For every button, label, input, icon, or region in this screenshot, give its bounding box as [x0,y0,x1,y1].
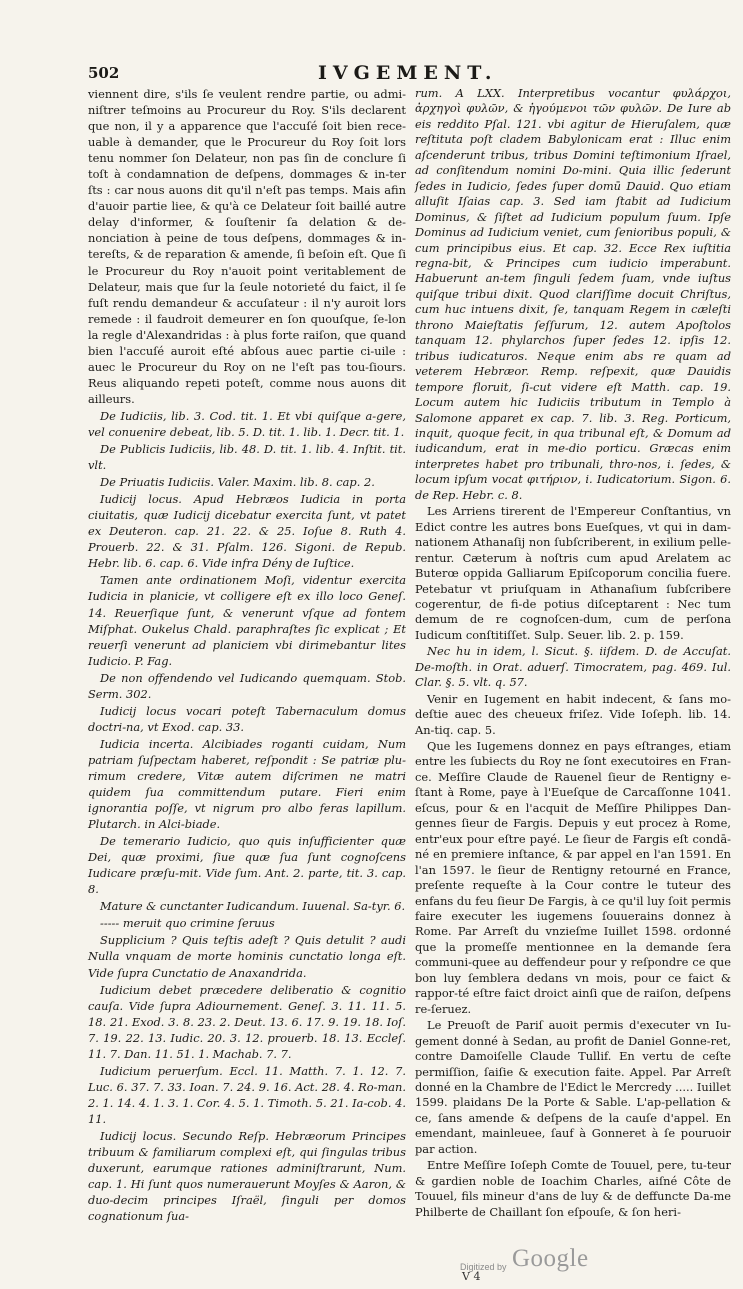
paragraph: Que les Iugemens donnez en pays eſtranges, etiam entre les ſubiects du Roy ne ſont executoires en Fran-ce. Meſſire Claude de Rauenel ſieur de Rentigny e-ſtant à Rome, paye à l'Eueſque de Carcaſſonne 1041. eſcus, pour & en l'acquit de Meſſire Philippes Dan-gennes ſieur de Fargis. Depuis y eut procez à Rome, entr'eux pour eſtre payé. Le ſieur de Fargis eſt condā-né en premiere inſtance, & par appel en l'an 1591. En l'an 1597. le ſieur de Rentigny retourné en France, preſente requeſte à la Cour contre le tuteur des enfans du feu ſieur De Fargis, à ce qu'il luy ſoit permis faire executer les iugemens ſouuerains donnez à Rome. Par Arreſt du vnzieſme Iuillet 1598. ordonné que la promeſſe mentionnee en la demande ſera communi-quee au deffendeur pour y reſpondre ce que bon luy ſemblera dedans vn mois, pour ce faict & rappor-té eſtre faict droict ainſi que de raiſon, deſpens re-ſeruez. [415,739,731,1016]
paragraph: Iudicij locus. Apud Hebræos Iudicia in porta ciuitatis, quæ Iudicij dicebatur exercita ſunt, vt patet ex Deuteron. cap. 21. 22. & 25. Ioſue 8. Ruth 4. Prouerb. 22. & 31. Pſalm. 126. Sigoni. de Repub. Hebr. lib. 6. cap. 6. Vide infra Dény de Iuſtice. [88,492,406,571]
signature-mark: V 4 [462,1270,481,1283]
paragraph: Nec hu in idem, l. Sicut. §. iiſdem. D. de Accuſat. De-moſth. in Orat. aduerſ. Timocratem, pag. 469. Iul. Clar. §. 5. vlt. q. 57. [415,644,731,690]
right-column [415,86,731,1220]
paragraph: Iudicium debet præcedere deliberatio & cognitio cauſa. Vide ſupra Adiournement. Geneſ. 3. 11. 11. 5. 18. 21. Exod. 3. 8. 23. 2. Deut. 13. 6. 17. 9. 19. 18. Ioſ. 7. 19. 22. 13. Iudic. 20. 3. 12. prouerb. 18. 13. Eccleſ. 11. 7. Dan. 11. 51. 1. Machab. 7. 7. [88,982,406,1061]
paragraph: De non offendendo vel Iudicando quemquam. Stob. Serm. 302. [88,670,406,701]
google-logo: Google [512,1245,589,1272]
digitized-label: Digitized by [460,1262,507,1272]
paragraph: Tamen ante ordinationem Moſi, videntur exercita Iudicia in planicie, vt colligere eſt ex illo loco Geneſ. 14. Reuerſique ſunt, & venerunt vſque ad fontem Miſphat. Oukelus Chald. paraphraſtes ſic explicat ; Et reuerſi venerunt ad planiciem vbi dirimebantur lites Iudicio. P. Fag. [88,573,406,668]
left-column [88,86,406,1224]
page-header [88,64,728,86]
paragraph: De temerario Iudicio, quo quis inſufficienter quæ Dei, quæ proximi, ſiue quæ ſua ſunt cognoſcens Iudicare præſu-mit. Vide ſum. Ant. 2. parte, tit. 3. cap. 8. [88,834,406,897]
paragraph: De Iudiciis, lib. 3. Cod. tit. 1. Et vbi quiſque a-gere, vel conuenire debeat, lib. 5. D. tit. 1. lib. 1. Decr. tit. 1. [88,408,406,439]
paragraph: viennent dire, s'ils ſe veulent rendre partie, ou admi-niſtrer teſmoins au Procureur du Roy. S'ils declarent que non, il y a apparence que l'accuſé ſoit bien rece-uable à demander, que le Procureur du Roy ſoit lors tenu nommer ſon Delateur, non pas ſin de conclure ſi toſt à condamnation de deſpens, dommages & in-ter ſts : car nous auons dit qu'il n'eſt pas temps. Mais afin d'auoir partie liee, & qu'à ce Delateur ſoit baillé autre delay d'informer, & ſouſtenir ſa delation & de-nonciation à peine de tous deſpens, dommages & in-tereſts, & de reparation & amende, ſi beſoin eſt. Que ſi le Procureur du Roy n'auoit point veritablement de Delateur, mais que ſur la ſeule notorieté du faict, il ſe fuſt rendu demandeur & accuſateur : il n'y auroit lors remede : il faudroit demeurer en ſon quouſque, ſe-lon la regle d'Alexandridas : à plus forte raiſon, que quand bien l'accuſé auroit eſté abſous auec partie ci-uile : auec le Procureur du Roy on ne l'eſt pas tou-ſiours. Reus aliquando repeti poteſt, comme nous auons dit ailleurs. [88,87,406,406]
paragraph: rum. A LXX. Interpretibus vocantur φυλάρχοι, ἀρχηγοὶ φυλῶν, & ἡγούμενοι τῶν φυλῶν. De Iure ab eis reddito Pſal. 121. vbi agitur de Hieruſalem, quæ reſtituta poſt cladem Babylonicam erat : Illuc enim aſcenderunt tribus, tribus Domini teſtimonium Iſrael, ad conſitendum nomini Do-mini. Quia illic ſederunt ſedes in Iudicio, ſedes ſuper domū Dauid. Quo etiam alluſit Iſaias cap. 3. Sed iam ſtabit ad Iudicium Dominus, & ſiſtet ad Iudicium populum ſuum. Ipſe Dominus ad Iudicium veniet, cum ſenioribus populi, & cum principibus eius. Et cap. 32. Ecce Rex iuſtitia regna-bit, & Principes cum iudicio imperabunt. Habuerunt an-tem ſinguli ſedem ſuam, vnde iuſtus quiſque tribui dixit. Quod clariſſime docuit Chriſtus, cum huc intuens dixit, ſe, tanquam Regem in cæleſti throno Maieſtatis ſeſſurum, 12. autem Apoſtolos tanquam 12. phylarchos ſuper ſedes 12. ipſis 12. tribus iudicaturos. Neque enim abs re quam ad veterem Hebræor. Remp. reſpexit, quæ Dauidis tempore floruit, ſi-cut videre eſt Matth. cap. 19. Locum autem hic Iudiciis tributum in Templo à Salomone apparet ex cap. 7. lib. 3. Reg. Porticum, inquit, quoque fecit, in qua tribunal eſt, & Domum ad iudicandum, erat in me-dio porticu. Græcas enim interpretes habet pro tribunali, thro-nos, i. ſedes, & locum ipſum vocat φιτήριον, i. Iudicatorium. Sigon. 6. de Rep. Hebr. c. 8. [415,86,731,502]
paragraph: Supplicium ? Quis teſtis adeſt ? Quis detulit ? audi Nulla vnquam de morte hominis cunctatio longa eſt. Vide ſupra Cunctatio de Anaxandrida. [88,933,406,980]
paragraph: Les Arriens tirerent de l'Empereur Conſtantius, vn Edict contre les autres bons Eueſques, vt qui in dam-nationem Athanaſij non ſubſcriberent, in exilium pelle-rentur. Cæterum à noſtris cum apud Arelatem ac Buterœ oppida Galliarum Epiſcoporum concilia fuere. Petebatur vt priuſquam in Athanaſium ſubſcribere cogerentur, de fi-de potius diſceptarent : Nec tum demum de re cognoſcen-dum, cum de perſona Iudicum conſtitiſſet. Sulp. Seuer. lib. 2. p. 159. [415,504,731,642]
paragraph: Iudicium peruerſum. Eccl. 11. Matth. 7. 1. 12. 7. Luc. 6. 37. 7. 33. Ioan. 7. 24. 9. 16. Act. 28. 4. Ro-man. 2. 1. 14. 4. 1. 3. 1. Cor. 4. 5. 1. Timoth. 5. 21. Ia-cob. 4. 11. [88,1063,406,1126]
google-watermark [460,1245,660,1275]
running-title: IVGEMENT. [318,62,498,84]
paragraph: Iudicij locus. Secundo Reſp. Hebræorum Principes tribuum & familiarum complexi eſt, qui ſingulas tribus duxerunt, earumque rationes adminiſtrarunt, Num. cap. 1. Hi ſunt quos numerauerunt Moyſes & Aaron, & duo-decim principes Iſraël, ſinguli per domos cognationum ſua- [88,1129,406,1224]
paragraph: De Publicis Iudiciis, lib. 48. D. tit. 1. lib. 4. Inſtit. tit. vlt. [88,442,406,473]
paragraph: Le Preuoſt de Pariſ auoit permis d'executer vn Iu-gement donné à Sedan, au profit de Daniel Gonne-ret, contre Damoiſelle Claude Tullif. En vertu de ceſte permiſſion, ſaiſie & execution faite. Appel. Par Arreſt donné en la Chambre de l'Edict le Mercredy ..... Iuillet 1599. plaidans De la Porte & Sable. L'ap-pellation & ce, ſans amende & deſpens de la cauſe d'appel. En emendant, mainleuee, ſauf à Gonneret à ſe pouruoir par action. [415,1018,731,1156]
paragraph: Iudicij locus vocari poteſt Tabernaculum domus doctri-na, vt Exod. cap. 33. [88,703,406,734]
paragraph: De Priuatis Iudiciis. Valer. Maxim. lib. 8. cap. 2. [100,475,375,490]
paragraph: ----- meruit quo crimine ſeruus [100,916,275,931]
paragraph: Iudicia incerta. Alcibiades roganti cuidam, Num patriam ſuſpectam haberet, reſpondit : Se patriæ plu-rimum credere, Vitæ autem diſcrimen ne matri quidem ſua committendum putare. Fieri enim ignorantia poſſe, vt nigrum pro albo feras lapillum. Plutarch. in Alci-biade. [88,736,406,832]
paragraph: Venir en Iugement en habit indecent, & ſans mo-deſtie auec des cheueux friſez. Vide Ioſeph. lib. 14. An-tiq. cap. 5. [415,691,731,737]
paragraph: Entre Meſſire Ioſeph Comte de Touuel, pere, tu-teur & gardien noble de Ioachim Charles, aiſné Côte de Touuel, fils mineur d'ans de luy & de deffuncte Da-me Philberte de Chaillant ſon eſpouſe, & ſon heri- [415,1158,731,1219]
paragraph: Mature & cunctanter Iudicandum. Iuuenal. Sa-tyr. 6. [100,899,406,914]
page-number: 502 [88,64,120,82]
